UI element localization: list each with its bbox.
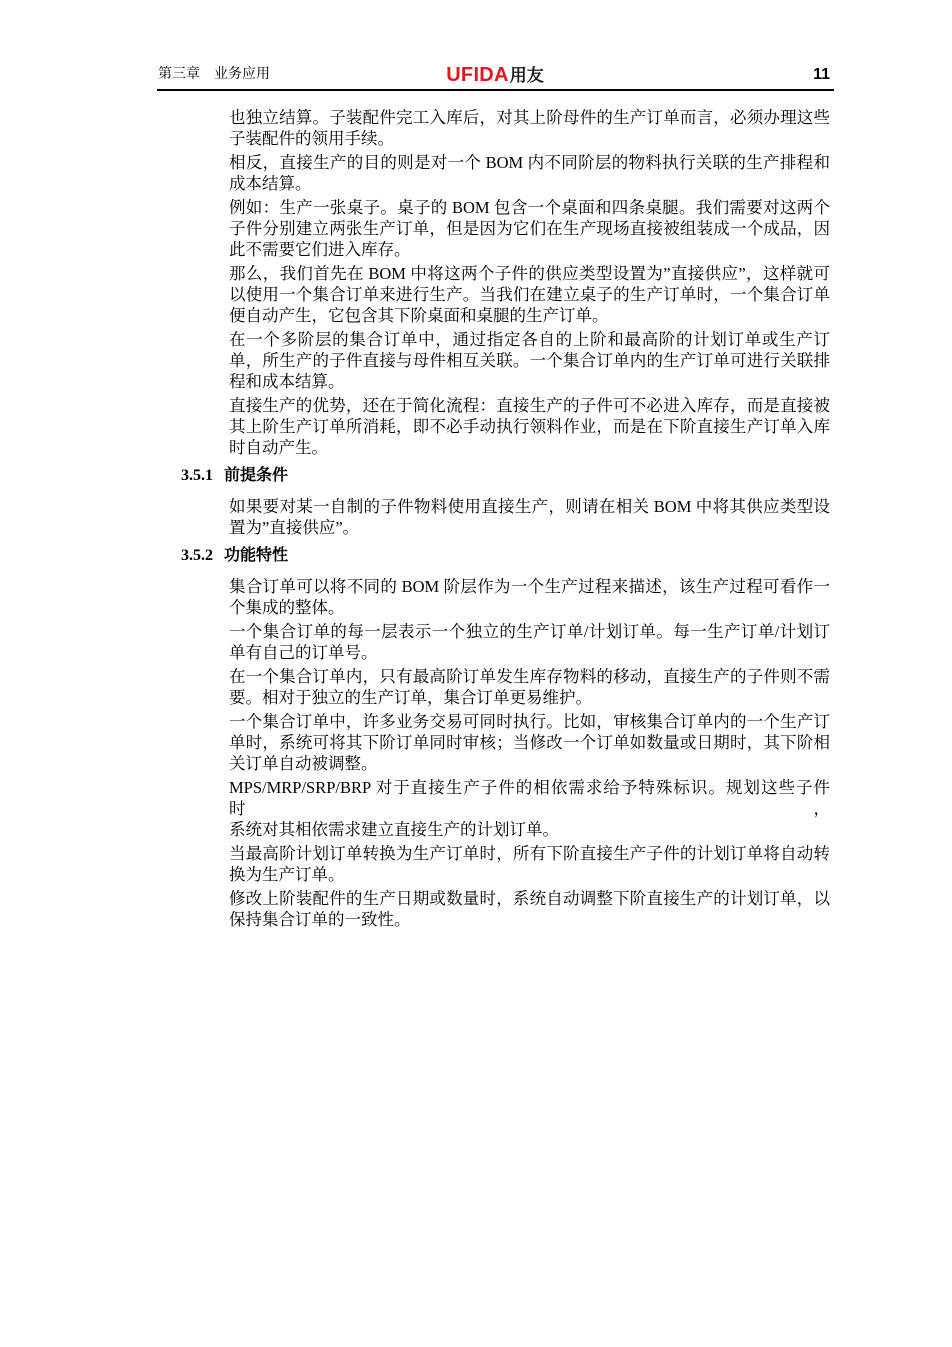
paragraph <box>229 107 830 149</box>
text-line: 修改上阶装配件的生产日期或数量时，系统自动调整下阶直接生产的计划订单，以 <box>229 889 830 908</box>
body-text <box>181 107 830 933</box>
text-line: 那么，我们首先在 BOM 中将这两个子件的供应类型设置为”直接供应”，这样就可 <box>229 264 830 283</box>
section-number: 3.5.1 <box>181 467 213 484</box>
paragraph <box>229 711 830 774</box>
text-line: 程和成本结算。 <box>229 372 345 391</box>
paragraph <box>229 395 830 458</box>
text-line: 单时，系统可将其下阶订单同时审核；当修改一个订单如数量或日期时，其下阶相 <box>229 733 830 752</box>
paragraph <box>229 576 830 618</box>
section-title: 功能特性 <box>224 547 289 564</box>
text-line: 便自动产生，它包含其下阶桌面和桌腿的生产订单。 <box>229 306 609 325</box>
text-line: 当最高阶计划订单转换为生产订单时，所有下阶直接生产子件的计划订单将自动转 <box>229 844 830 863</box>
text-line: 要。相对于独立的生产订单，集合订单更易维护。 <box>229 688 592 707</box>
text-line: 单，所生产的子件直接与母件相互关联。一个集合订单内的生产订单可进行关联排 <box>229 351 830 370</box>
text-line: 置为”直接供应”。 <box>229 518 360 537</box>
text-line: 系统对其相依需求建立直接生产的计划订单。 <box>229 820 559 839</box>
text-line: 如果要对某一自制的子件物料使用直接生产，则请在相关 BOM 中将其供应类型设 <box>229 497 830 516</box>
paragraph <box>229 496 830 538</box>
text-line: 一个集合订单的每一层表示一个独立的生产订单/计划订单。每一生产订单/计划订 <box>229 622 830 641</box>
page-number: 11 <box>813 66 830 83</box>
logo-wordmark-latin: UFIDA <box>446 64 509 86</box>
text-line: 在一个多阶层的集合订单中，通过指定各自的上阶和最高阶的计划订单或生产订 <box>229 330 830 349</box>
text-line: 子装配件的领用手续。 <box>229 129 394 148</box>
paragraph <box>229 197 830 260</box>
text-line: 以使用一个集合订单来进行生产。当我们在建立桌子的生产订单时，一个集合订单 <box>229 285 830 304</box>
text-line: 个集成的整体。 <box>229 598 345 617</box>
text-line: 其上阶生产订单所消耗，即不必手动执行领料作业，而是在下阶直接生产订单入库 <box>229 417 830 436</box>
paragraph <box>229 329 830 392</box>
text-line: 例如：生产一张桌子。桌子的 BOM 包含一个桌面和四条桌腿。我们需要对这两个 <box>229 198 830 217</box>
paragraph <box>229 888 830 930</box>
paragraph <box>229 263 830 326</box>
text-line: 成本结算。 <box>229 174 312 193</box>
text-line: 相反，直接生产的目的则是对一个 BOM 内不同阶层的物料执行关联的生产排程和 <box>229 153 830 172</box>
section-3-5-1 <box>181 465 830 538</box>
text-line: 直接生产的优势，还在于简化流程：直接生产的子件可不必进入库存，而是直接被 <box>229 396 830 415</box>
text-line: 单有自己的订单号。 <box>229 643 378 662</box>
paragraph <box>229 152 830 194</box>
paragraph <box>229 843 830 885</box>
header-rule <box>157 89 834 91</box>
text-line: 保持集合订单的一致性。 <box>229 910 411 929</box>
section-heading <box>181 545 830 566</box>
ufida-logo <box>157 63 833 89</box>
logo-wordmark-cjk: 用友 <box>509 66 544 85</box>
paragraph <box>229 666 830 708</box>
section-3-5-2 <box>181 545 830 930</box>
text-line: 时自动产生。 <box>229 438 328 457</box>
text-line: 也独立结算。子装配件完工入库后，对其上阶母件的生产订单而言，必须办理这些 <box>229 108 830 127</box>
text-line: MPS/MRP/SRP/BRP 对于直接生产子件的相依需求给予特殊标识。规划这些子件时， <box>229 778 830 818</box>
paragraph <box>229 777 830 840</box>
section-heading <box>181 465 830 486</box>
paragraph <box>229 621 830 663</box>
section-number: 3.5.2 <box>181 547 213 564</box>
text-line: 一个集合订单中，许多业务交易可同时执行。比如，审核集合订单内的一个生产订 <box>229 712 830 731</box>
text-line: 关订单自动被调整。 <box>229 754 378 773</box>
text-line: 换为生产订单。 <box>229 865 345 884</box>
chapter-title: 第三章 业务应用 <box>158 67 270 82</box>
text-line: 在一个集合订单内，只有最高阶订单发生库存物料的移动，直接生产的子件则不需 <box>229 667 830 686</box>
text-line: 此不需要它们进入库存。 <box>229 240 411 259</box>
text-line: 子件分别建立两张生产订单，但是因为它们在生产现场直接被组装成一个成品，因 <box>229 219 830 238</box>
text-line: 集合订单可以将不同的 BOM 阶层作为一个生产过程来描述，该生产过程可看作一 <box>229 577 830 596</box>
section-title: 前提条件 <box>224 467 289 484</box>
